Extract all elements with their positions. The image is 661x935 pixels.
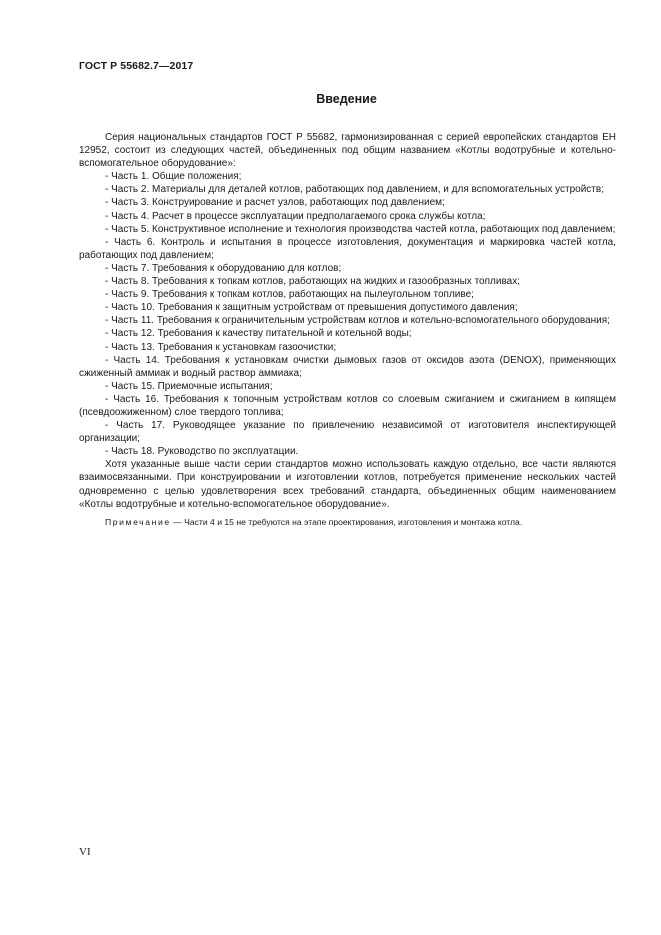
list-item: - Часть 5. Конструктивное исполнение и технология производства частей котла, работающих под давлением; — [105, 223, 616, 235]
list-item: - Часть 15. Приемочные испытания; — [105, 380, 273, 392]
document-body — [79, 131, 616, 528]
list-item: - Часть 4. Расчет в процессе эксплуатации предполагаемого срока службы котла; — [105, 210, 486, 222]
note-text: — Части 4 и 15 не требуются на этапе проектирования, изготовления и монтажа котла. — [170, 516, 523, 527]
list-item: - Часть 10. Требования к защитным устройствам от превышения допустимого давления; — [105, 302, 518, 314]
parts-list — [79, 170, 616, 458]
list-item: - Часть 9. Требования к топкам котлов, работающих на пылеугольном топливе; — [105, 289, 474, 301]
note-label: Примечание — [105, 516, 171, 527]
list-item: - Часть 14. Требования к установкам очистки дымовых газов от оксидов азота (DENOX), применяющих сжиженный аммиак и водный раствор аммиака; — [79, 354, 616, 379]
page-number: VI — [79, 846, 91, 858]
list-item: - Часть 18. Руководство по эксплуатации. — [105, 446, 299, 458]
list-item: - Часть 2. Материалы для деталей котлов, работающих под давлением, и для вспомогательных устройств; — [105, 184, 604, 196]
list-item: - Часть 17. Руководящее указание по привлечению независимой от изготовителя инспектирующей организации; — [79, 420, 616, 445]
document-code: ГОСТ Р 55682.7—2017 — [79, 60, 194, 72]
list-item: - Часть 16. Требования к топочным устройствам котлов со слоевым сжиганием и сжиганием в кипящем (псевдоожиженном) слое твердого топлива; — [79, 393, 616, 418]
note — [79, 516, 616, 528]
list-item: - Часть 13. Требования к установкам газоочистки; — [105, 341, 337, 353]
list-item: - Часть 8. Требования к топкам котлов, работающих на жидких и газообразных топливах; — [105, 276, 520, 288]
list-item: - Часть 11. Требования к ограничительным устройствам котлов и котельно-вспомогательного оборудования; — [105, 315, 610, 327]
list-item: - Часть 7. Требования к оборудованию для котлов; — [105, 262, 342, 274]
section-title: Введение — [316, 92, 377, 106]
closing-paragraph: Хотя указанные выше части серии стандартов можно использовать каждую отдельно, все части являются взаимосвязанными. При конструировании и изготовлении котлов, потребуется применение нескольких частей одновременно с целью удовлетворения всех требований стандарта, объединенных общим наименованием «Котлы водотрубные и котельно-вспомогательное оборудование». — [79, 459, 616, 510]
list-item: - Часть 6. Контроль и испытания в процессе изготовления, документация и маркировка частей котла, работающих под давлением; — [79, 236, 616, 261]
list-item: - Часть 1. Общие положения; — [105, 171, 242, 183]
list-item: - Часть 12. Требования к качеству питательной и котельной воды; — [105, 328, 412, 340]
intro-paragraph: Серия национальных стандартов ГОСТ Р 55682, гармонизированная с серией европейских стандартов ЕН 12952, состоит из следующих частей, объединенных под общим названием «Котлы водотрубные и котельно-вспомогательное оборудование»: — [79, 132, 616, 170]
list-item: - Часть 3. Конструирование и расчет узлов, работающих под давлением; — [105, 197, 445, 209]
